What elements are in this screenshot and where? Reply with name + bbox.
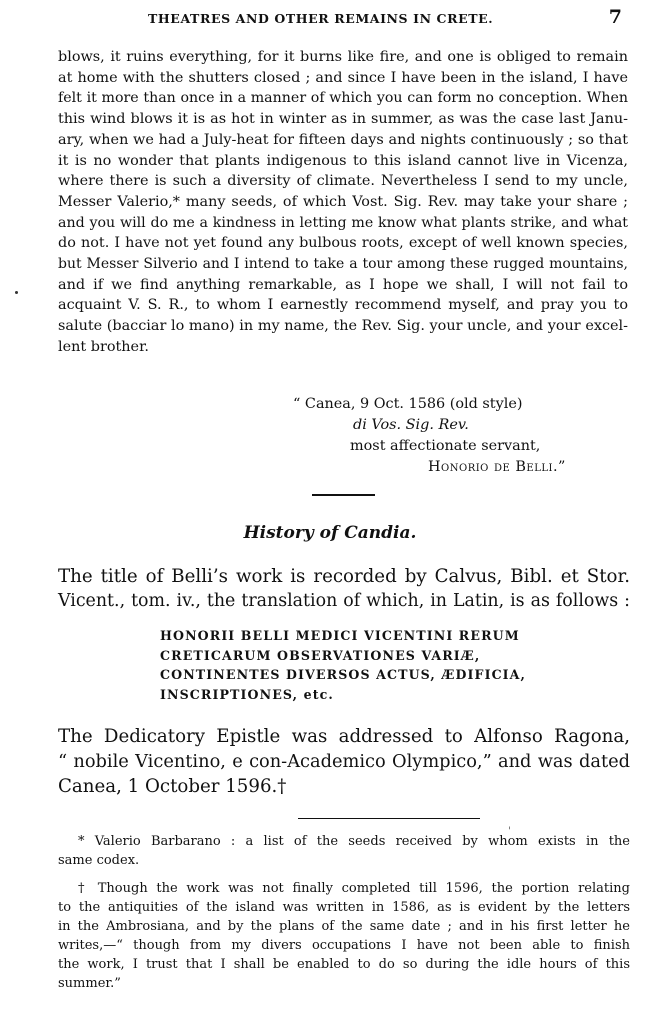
- page-header: [0, 8, 660, 30]
- footnote-rule: [298, 818, 480, 819]
- signature-name: Honorio de Belli.”: [428, 459, 566, 475]
- footnote-line: summer.”: [58, 976, 121, 991]
- latin-title-line: HONORII BELLI MEDICI VICENTINI RERUM: [160, 628, 520, 643]
- text-line: acquaint V. S. R., to whom I earnestly recommend myself, and pray you to: [58, 297, 628, 314]
- text-line: “ nobile Vicentino, e con-Academico Olympico,” and was dated: [58, 751, 630, 772]
- signature-salutation: di Vos. Sig. Rev.: [353, 417, 469, 433]
- dedication-paragraph: [58, 724, 630, 799]
- text-line: do not. I have not yet found any bulbous roots, except of well known species,: [58, 235, 628, 252]
- text-line: ary, when we had a July-heat for fifteen days and nights continuously ; so that: [58, 131, 628, 148]
- text-line: and if we find anything remarkable, as I hope we shall, I will not fail to: [58, 276, 628, 293]
- footnote-line: the work, I trust that I shall be enabled to do so during the idle hours of this: [58, 957, 630, 972]
- text-line: where there is such a diversity of climate. Nevertheless I send to my uncle,: [58, 173, 628, 190]
- intro-paragraph: [58, 564, 630, 614]
- text-line: but Messer Silverio and I intend to take a tour among these rugged mountains,: [58, 256, 628, 273]
- text-line: salute (bacciar lo mano) in my name, the Rev. Sig. your uncle, and your excel-: [58, 318, 628, 335]
- footnote-line: * Valerio Barbarano : a list of the seeds received by whom exists in the: [78, 834, 630, 849]
- text-line: felt it more than once in a manner of which you can form no conception. When: [58, 90, 628, 107]
- text-line: Vicent., tom. iv., the translation of which, in Latin, is as follows :: [58, 591, 630, 611]
- text-line: this wind blows it is as hot in winter as in summer, as was the case last Janu-: [58, 111, 628, 128]
- section-divider: [312, 494, 375, 496]
- footnote-line: in the Ambrosiana, and by the plans of the same date ; and in his first letter he: [58, 919, 630, 934]
- text-line: it is no wonder that plants indigenous to this island cannot live in Vicenza,: [58, 152, 628, 169]
- text-line: The Dedicatory Epistle was addressed to Alfonso Ragona,: [58, 726, 630, 747]
- letter-paragraph: [58, 47, 628, 358]
- text-line: blows, it ruins everything, for it burns like fire, and one is obliged to remain: [58, 49, 628, 65]
- signature-place-date: “ Canea, 9 Oct. 1586 (old style): [293, 396, 523, 412]
- running-title: THEATRES AND OTHER REMAINS IN CRETE.: [148, 11, 494, 26]
- latin-title-line: CRETICARUM OBSERVATIONES VARIÆ,: [160, 647, 481, 663]
- footnote-line: to the antiquities of the island was written in 1586, as is evident by the letters: [58, 900, 630, 915]
- footnote-line: † Though the work was not finally completed till 1596, the portion relating: [78, 881, 630, 896]
- text-line: and you will do me a kindness in letting me know what plants strike, and what: [58, 214, 628, 231]
- latin-title-block: [160, 626, 526, 704]
- page-number: 7: [608, 6, 622, 28]
- section-heading: History of Candia.: [243, 523, 417, 543]
- text-line: at home with the shutters closed ; and since I have been in the island, I have: [58, 69, 628, 86]
- footnote-2: [58, 879, 630, 993]
- margin-dot: [15, 291, 18, 294]
- footnote-1: [58, 832, 630, 870]
- text-line: Messer Valerio,* many seeds, of which Vost. Sig. Rev. may take your share ;: [58, 193, 628, 210]
- footnote-line: writes,—“ though from my divers occupations I have not been able to finish: [58, 938, 630, 953]
- text-line: lent brother.: [58, 338, 149, 355]
- ink-mark: ': [508, 826, 511, 837]
- footnote-line: same codex.: [58, 853, 140, 868]
- text-line: Canea, 1 October 1596.†: [58, 776, 287, 797]
- latin-title-line: INSCRIPTIONES, etc.: [160, 686, 334, 702]
- latin-title-line: CONTINENTES DIVERSOS ACTUS, ÆDIFICIA,: [160, 667, 527, 682]
- text-line: The title of Belli’s work is recorded by Calvus, Bibl. et Stor.: [58, 566, 630, 587]
- signature-closing: most affectionate servant,: [350, 438, 541, 454]
